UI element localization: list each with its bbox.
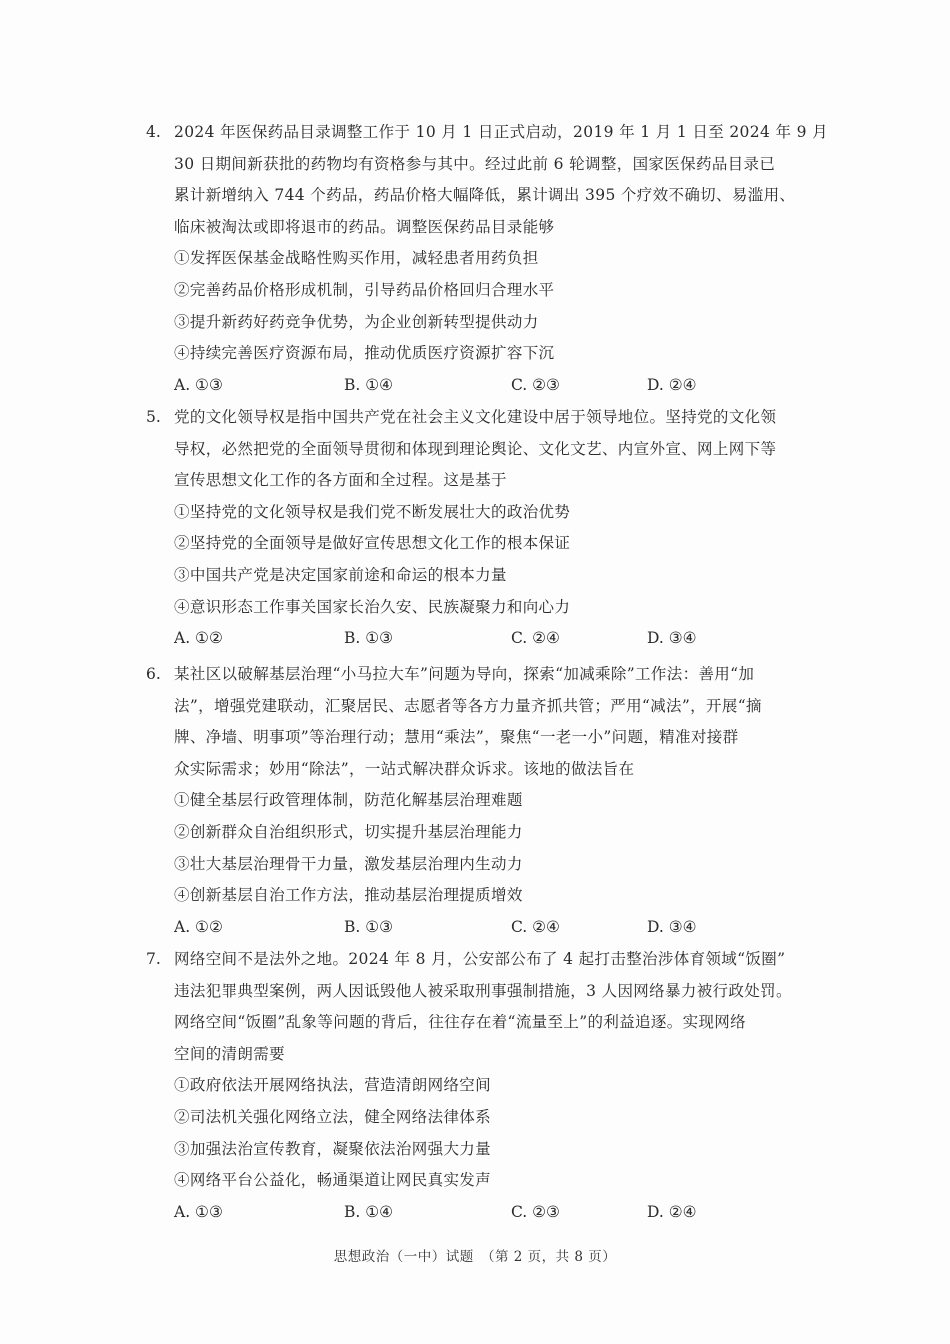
question-4 — [146, 117, 826, 401]
choice-c[interactable]: C. ②④ — [511, 917, 560, 936]
choice-c[interactable]: C. ②④ — [511, 629, 560, 648]
answer-choices — [174, 370, 826, 402]
answer-choices — [174, 623, 826, 655]
stem-line: 累计新增纳入 744 个药品，药品价格大幅降低，累计调出 395 个疗效不确切、易滥用、 — [174, 186, 796, 205]
question-number: 7. — [146, 950, 161, 968]
choice-d[interactable]: D. ②④ — [647, 375, 697, 394]
stem-line: 空间的清朗需要 — [174, 1044, 285, 1063]
statement-option: ①坚持党的文化领导权是我们党不断发展壮大的政治优势 — [174, 502, 571, 521]
stem-line: 2024 年医保药品目录调整工作于 10 月 1 日正式启动，2019 年 1 月 1 日至 2024 年 9 月 — [174, 123, 828, 141]
stem-line: 网络空间“饭圈”乱象等问题的背后，往往存在着“流量至上”的利益追逐。实现网络 — [174, 1013, 746, 1032]
statement-option: ②创新群众自治组织形式，切实提升基层治理能力 — [174, 822, 523, 841]
statement-option: ④网络平台公益化，畅通渠道让网民真实发声 — [174, 1171, 492, 1190]
question-stem — [174, 944, 826, 1070]
statement-option: ④持续完善医疗资源布局，推动优质医疗资源扩容下沉 — [174, 344, 555, 363]
choice-b[interactable]: B. ①③ — [344, 629, 394, 648]
statement-option: ④创新基层自治工作方法，推动基层治理提质增效 — [174, 886, 523, 905]
statement-option: ②司法机关强化网络立法，健全网络法律体系 — [174, 1107, 492, 1126]
question-number: 5. — [146, 408, 161, 426]
choice-a[interactable]: A. ①③ — [174, 1202, 223, 1221]
choice-a[interactable]: A. ①② — [174, 917, 223, 936]
stem-line: 党的文化领导权是指中国共产党在社会主义文化建设中居于领导地位。坚持党的文化领 — [174, 408, 777, 426]
statement-option: ④意识形态工作事关国家长治久安、民族凝聚力和向心力 — [174, 597, 571, 616]
statement-option: ③提升新药好药竞争优势，为企业创新转型提供动力 — [174, 312, 539, 331]
question-stem-block — [146, 659, 826, 785]
stem-line: 众实际需求；妙用“除法”，一站式解决群众诉求。该地的做法旨在 — [174, 759, 635, 778]
choice-a[interactable]: A. ①② — [174, 629, 223, 648]
choice-b[interactable]: B. ①④ — [344, 1202, 394, 1221]
statement-option: ②坚持党的全面领导是做好宣传思想文化工作的根本保证 — [174, 534, 571, 553]
stem-line: 30 日期间新获批的药物均有资格参与其中。经过此前 6 轮调整，国家医保药品目录已 — [174, 154, 776, 173]
question-stem-block — [146, 402, 826, 497]
choice-c[interactable]: C. ②③ — [511, 375, 560, 394]
choice-c[interactable]: C. ②③ — [511, 1202, 560, 1221]
statement-option: ①政府依法开展网络执法，营造清朗网络空间 — [174, 1076, 492, 1095]
question-7 — [146, 944, 826, 1228]
stem-line: 宣传思想文化工作的各方面和全过程。这是基于 — [174, 471, 507, 490]
answer-choices — [174, 1197, 826, 1229]
choice-b[interactable]: B. ①④ — [344, 375, 394, 394]
stem-line: 牌、净墙、明事项”等治理行动；慧用“乘法”，聚焦“一老一小”问题，精准对接群 — [174, 728, 739, 747]
stem-line: 法”，增强党建联动，汇聚居民、志愿者等各方力量齐抓共管；严用“减法”，开展“摘 — [174, 696, 762, 715]
statement-option: ③加强法治宣传教育，凝聚依法治网强大力量 — [174, 1139, 492, 1158]
question-number: 6. — [146, 665, 161, 683]
statement-option: ②完善药品价格形成机制，引导药品价格回归合理水平 — [174, 280, 555, 299]
stem-line: 某社区以破解基层治理“小马拉大车”问题为导向，探索“加减乘除”工作法：善用“加 — [174, 665, 755, 683]
question-number: 4. — [146, 123, 161, 141]
answer-choices — [174, 912, 826, 944]
question-stem — [174, 117, 826, 243]
question-6 — [146, 659, 826, 943]
choice-a[interactable]: A. ①③ — [174, 375, 223, 394]
statement-option: ③中国共产党是决定国家前途和命运的根本力量 — [174, 565, 507, 584]
stem-line: 导权，必然把党的全面领导贯彻和体现到理论舆论、文化文艺、内宣外宣、网上网下等 — [174, 439, 777, 458]
statement-option: ①健全基层行政管理体制，防范化解基层治理难题 — [174, 791, 523, 810]
statement-option: ①发挥医保基金战略性购买作用，减轻患者用药负担 — [174, 249, 539, 268]
choice-d[interactable]: D. ③④ — [647, 917, 697, 936]
page-footer: 思想政治（一中）试题 （第 2 页，共 8 页） — [333, 1249, 617, 1265]
question-stem — [174, 659, 826, 785]
choice-d[interactable]: D. ②④ — [647, 1202, 697, 1221]
stem-line: 网络空间不是法外之地。2024 年 8 月，公安部公布了 4 起打击整治涉体育领域“饭圈” — [174, 950, 786, 968]
choice-b[interactable]: B. ①③ — [344, 917, 394, 936]
question-stem-block — [146, 944, 826, 1070]
stem-line: 违法犯罪典型案例，两人因诋毁他人被采取刑事强制措施，3 人因网络暴力被行政处罚。 — [174, 981, 792, 1000]
stem-line: 临床被淘汰或即将退市的药品。调整医保药品目录能够 — [174, 217, 555, 236]
question-stem-block — [146, 117, 826, 243]
question-stem — [174, 402, 826, 497]
choice-d[interactable]: D. ③④ — [647, 629, 697, 648]
statement-option: ③壮大基层治理骨干力量，激发基层治理内生动力 — [174, 854, 523, 873]
question-5 — [146, 402, 826, 655]
